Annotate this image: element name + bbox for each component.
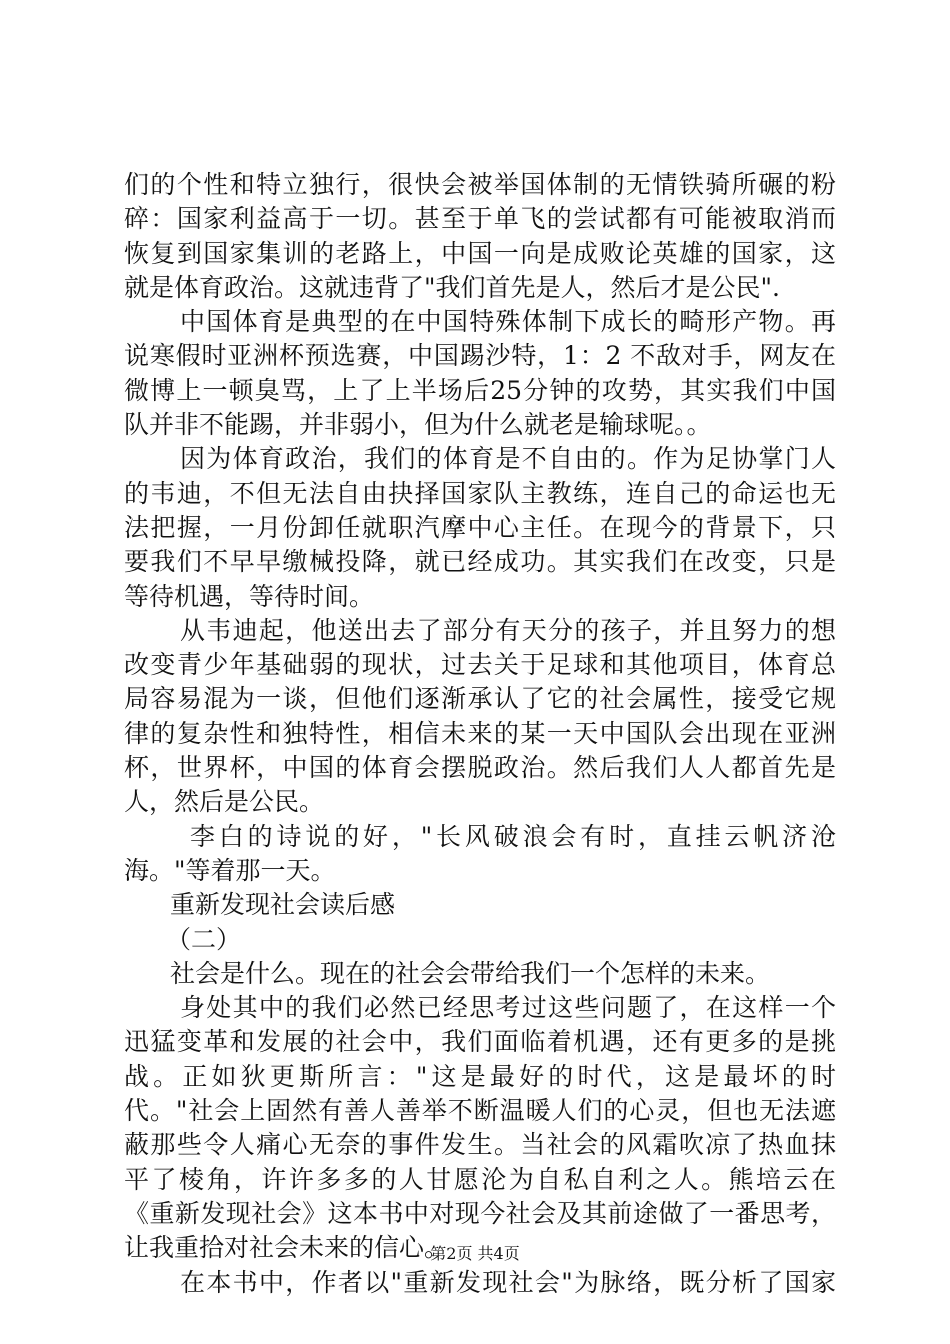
text-line: 在本书中，作者以"重新发现社会"为脉络，既分析了国家 [180,1267,836,1297]
text-line: 们的个性和特立独行，很快会被举国体制的无情铁骑所碾的粉 [124,170,836,199]
text-line: 从韦迪起，他送出去了部分有天分的孩子，并且努力的想 [180,615,836,645]
text-line: 《重新发现社会》这本书中对现今社会及其前途做了一番思考， [124,1198,836,1228]
text-line: （二） [166,924,242,954]
document-body [124,168,836,1300]
text-line: 法把握，一月份卸任就职汽摩中心主任。在现今的背景下，只 [124,512,836,542]
text-line: 微博上一顿臭骂，上了上半场后25分钟的攻势，其实我们中国 [124,375,836,405]
text-line: 重新发现社会读后感 [170,890,396,920]
text-line: 李白的诗说的好，"长风破浪会有时，直挂云帆济沧 [190,821,836,851]
text-line: 中国体育是典型的在中国特殊体制下成长的畸形产物。再 [180,307,836,337]
text-line: 就是体育政治。这就违背了"我们首先是人，然后才是公民". [124,272,780,302]
text-line: 代。"社会上固然有善人善举不断温暖人们的心灵，但也无法遮 [124,1096,836,1126]
text-line: 说寒假时亚洲杯预选赛，中国踢沙特，1：2 不敌对手，网友在 [124,341,836,371]
text-line: 律的复杂性和独特性，相信未来的某一天中国队会出现在亚洲 [124,718,836,748]
text-line: 碎：国家利益高于一切。甚至于单飞的尝试都有可能被取消而 [124,204,836,234]
text-line: 社会是什么。现在的社会会带给我们一个怎样的未来。 [170,958,771,988]
text-line: 队并非不能踢，并非弱小，但为什么就老是输球呢。。 [124,410,712,440]
text-line: 改变青少年基础弱的现状，过去关于足球和其他项目，体育总 [124,650,836,680]
text-line: 恢复到国家集训的老路上，中国一向是成败论英雄的国家，这 [124,238,836,268]
text-line: 要我们不早早缴械投降，就已经成功。其实我们在改变，只是 [124,547,836,577]
text-line: 蔽那些令人痛心无奈的事件发生。当社会的风霜吹凉了热血抹 [124,1130,836,1160]
text-line: 杯，世界杯，中国的体育会摆脱政治。然后我们人人都首先是 [124,753,836,783]
text-line: 的韦迪，不但无法自由抉择国家队主教练，连自己的命运也无 [124,478,836,508]
text-line: 战。正如狄更斯所言："这是最好的时代，这是最坏的时 [124,1061,836,1091]
text-line: 身处其中的我们必然已经思考过这些问题了，在这样一个 [180,993,836,1023]
page-footer: 第2页 共4页 [430,1244,520,1263]
text-line: 让我重拾对社会未来的信心。 [124,1233,450,1263]
text-line: 平了棱角，许许多多的人甘愿沦为自私自利之人。熊培云在 [124,1164,836,1194]
text-line: 迅猛变革和发展的社会中，我们面临着机遇，还有更多的是挑 [124,1027,836,1057]
text-line: 等待机遇，等待时间。 [124,581,375,611]
text-line: 海。"等着那一天。 [124,855,336,885]
text-line: 局容易混为一谈，但他们逐渐承认了它的社会属性，接受它规 [124,684,836,714]
text-line: 人，然后是公民。 [124,787,325,817]
text-line: 因为体育政治，我们的体育是不自由的。作为足协掌门人 [180,444,836,474]
